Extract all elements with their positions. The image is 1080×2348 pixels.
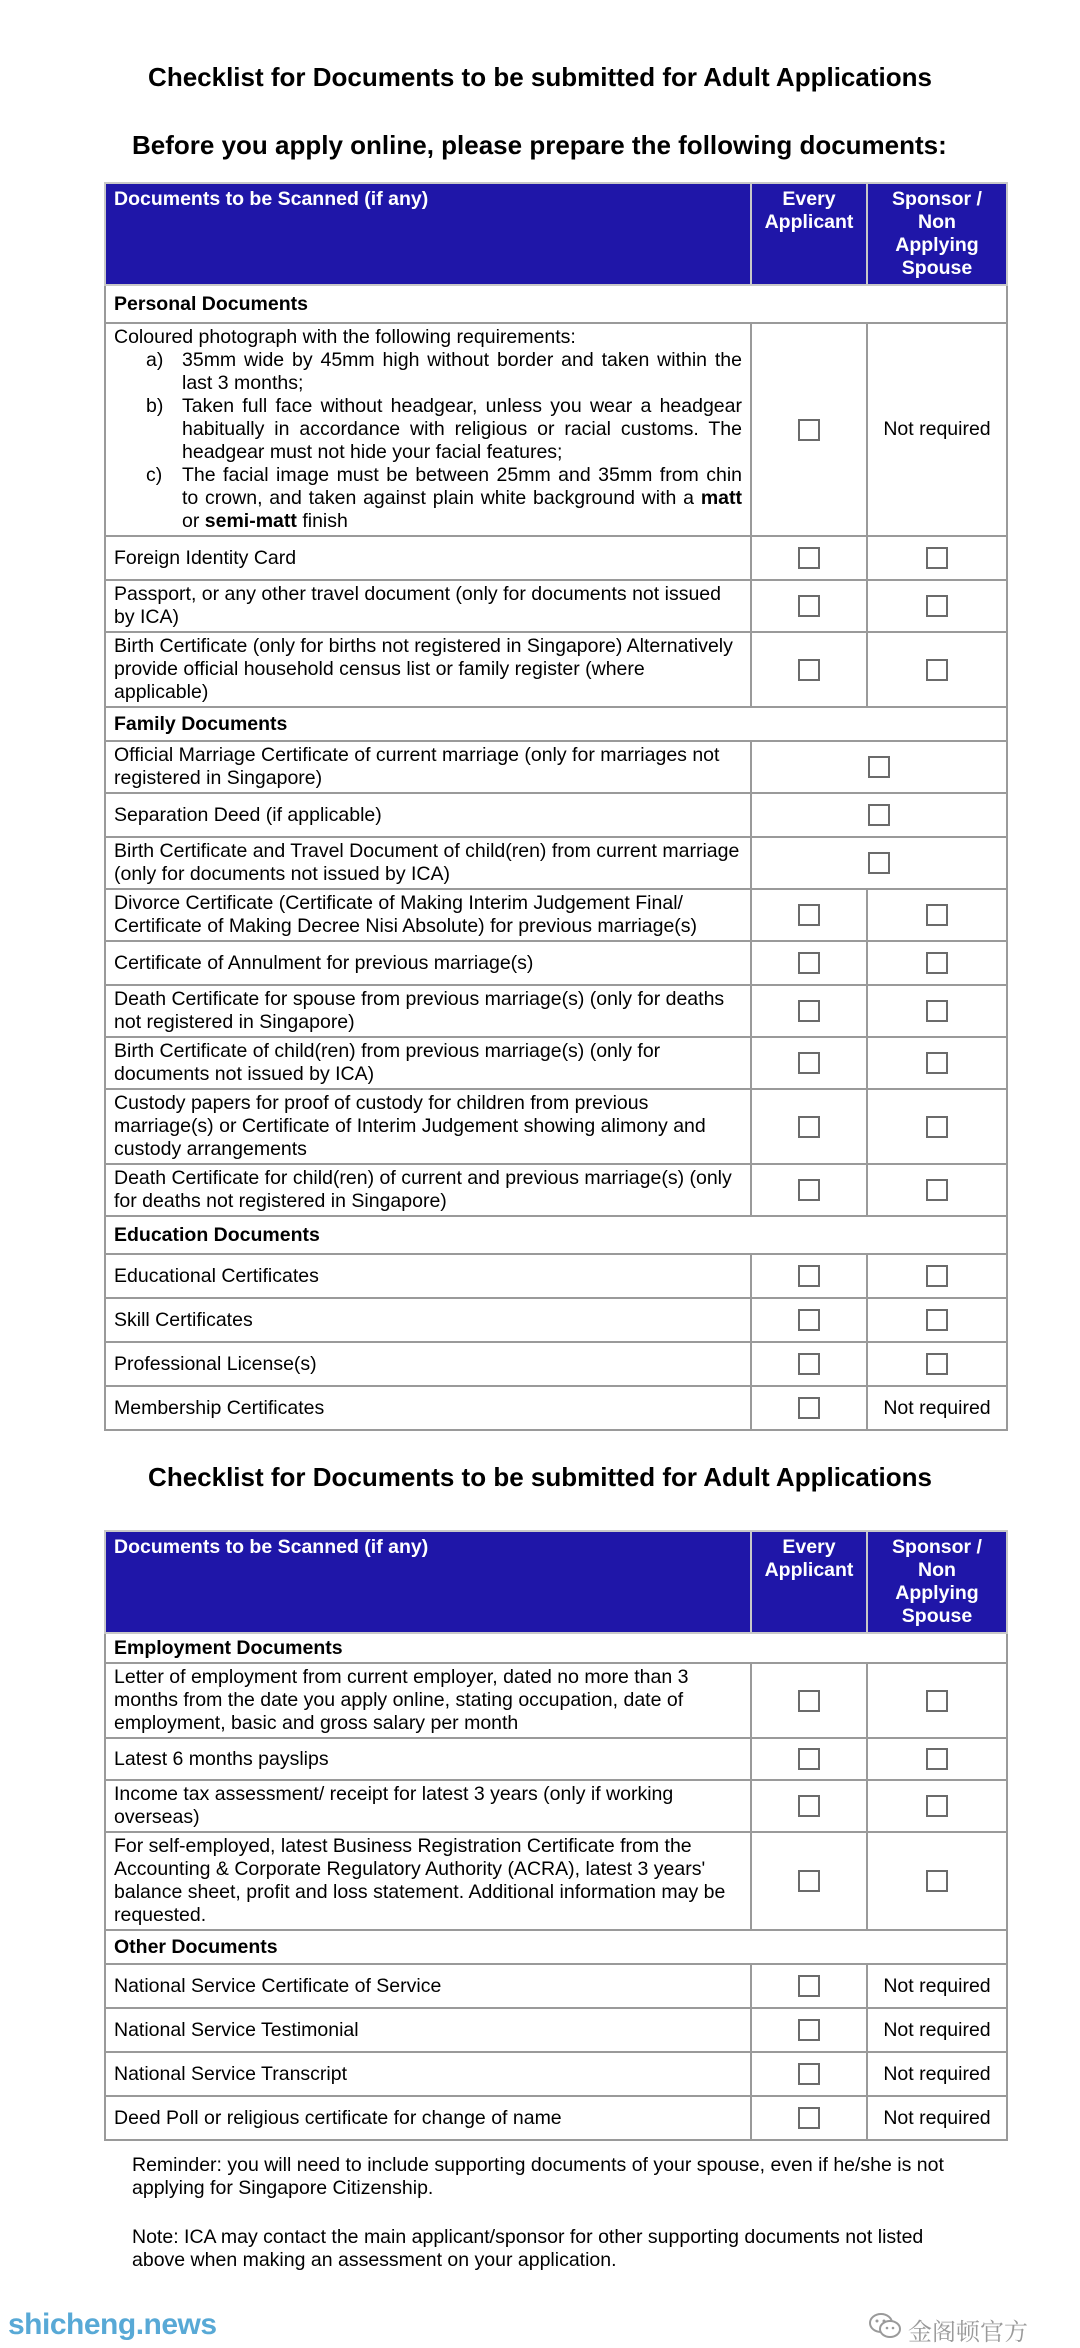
doc-deed-poll: Deed Poll or religious certificate for change of name xyxy=(105,2096,751,2140)
not-required-label: Not required xyxy=(867,323,1007,536)
table-row xyxy=(105,1738,1007,1780)
checkbox[interactable] xyxy=(798,952,820,974)
doc-membership-certificates: Membership Certificates xyxy=(105,1386,751,1430)
doc-professional-license: Professional License(s) xyxy=(105,1342,751,1386)
section-employment-documents: Employment Documents xyxy=(105,1633,1007,1663)
doc-child-birth-travel: Birth Certificate and Travel Document of child(ren) from current marriage (only for documents not issued by ICA) xyxy=(105,837,751,889)
section-personal-documents: Personal Documents xyxy=(105,285,1007,323)
table-row xyxy=(105,985,1007,1037)
header-every-applicant: Every Applicant xyxy=(751,1531,867,1633)
header-sponsor: Sponsor / Non Applying Spouse xyxy=(867,183,1007,285)
doc-foreign-identity-card: Foreign Identity Card xyxy=(105,536,751,580)
table-row xyxy=(105,1164,1007,1216)
header-sponsor: Sponsor / Non Applying Spouse xyxy=(867,1531,1007,1633)
checkbox[interactable] xyxy=(798,1870,820,1892)
header-every-applicant: Every Applicant xyxy=(751,183,867,285)
checkbox[interactable] xyxy=(926,1000,948,1022)
section-family-documents: Family Documents xyxy=(105,707,1007,741)
doc-skill-certificates: Skill Certificates xyxy=(105,1298,751,1342)
checkbox[interactable] xyxy=(798,1000,820,1022)
reminder-note: Reminder: you will need to include supporting documents of your spouse, even if he/she is not applying for Singapore Citizenship. xyxy=(132,2154,944,2199)
checkbox[interactable] xyxy=(798,1265,820,1287)
checkbox[interactable] xyxy=(798,595,820,617)
not-required-label: Not required xyxy=(867,1964,1007,2008)
not-required-label: Not required xyxy=(867,2096,1007,2140)
doc-child-birth-previous: Birth Certificate of child(ren) from previous marriage(s) (only for documents not issued by ICA) xyxy=(105,1037,751,1089)
checkbox[interactable] xyxy=(798,1975,820,1997)
doc-birth-certificate: Birth Certificate (only for births not registered in Singapore) Alternatively provide official household census list or family register (where applicable) xyxy=(105,632,751,707)
doc-ns-certificate: National Service Certificate of Service xyxy=(105,1964,751,2008)
checkbox[interactable] xyxy=(926,1690,948,1712)
table-header-row xyxy=(105,183,1007,285)
table-row xyxy=(105,1386,1007,1430)
checkbox[interactable] xyxy=(798,1309,820,1331)
doc-passport: Passport, or any other travel document (only for documents not issued by ICA) xyxy=(105,580,751,632)
checkbox[interactable] xyxy=(926,1353,948,1375)
checkbox[interactable] xyxy=(798,659,820,681)
photo-req-b: b) Taken full face without headgear, unless you wear a headgear habitually in accordance with religious or racial customs. The headgear must not hide your facial features; xyxy=(146,395,742,463)
checkbox[interactable] xyxy=(926,1116,948,1138)
table-header-row xyxy=(105,1531,1007,1633)
table-row xyxy=(105,536,1007,580)
checkbox[interactable] xyxy=(926,1748,948,1770)
doc-self-employed: For self-employed, latest Business Registration Certificate from the Accounting & Corporate Regulatory Authority (ACRA), latest 3 years' balance sheet, profit and loss statement. Additional information may be requested. xyxy=(105,1832,751,1930)
header-documents: Documents to be Scanned (if any) xyxy=(105,1531,751,1633)
table-row xyxy=(105,1089,1007,1164)
table-row xyxy=(105,632,1007,707)
photo-requirements xyxy=(105,323,751,536)
table-row xyxy=(105,741,1007,793)
watermark-right-text: 金阁顿官方 xyxy=(908,2319,1028,2346)
table-row xyxy=(105,2052,1007,2096)
checkbox[interactable] xyxy=(868,756,890,778)
checkbox[interactable] xyxy=(798,1353,820,1375)
checkbox[interactable] xyxy=(798,1179,820,1201)
checkbox[interactable] xyxy=(798,1795,820,1817)
header-documents: Documents to be Scanned (if any) xyxy=(105,183,751,285)
doc-employment-letter: Letter of employment from current employer, dated no more than 3 months from the date you apply online, stating occupation, date of employment, basic and gross salary per month xyxy=(105,1663,751,1738)
table-row xyxy=(105,1298,1007,1342)
checklist-table-2 xyxy=(104,1530,1008,2141)
checkbox[interactable] xyxy=(798,1116,820,1138)
doc-educational-certificates: Educational Certificates xyxy=(105,1254,751,1298)
checkbox[interactable] xyxy=(926,952,948,974)
checkbox[interactable] xyxy=(926,904,948,926)
not-required-label: Not required xyxy=(867,2008,1007,2052)
checkbox[interactable] xyxy=(798,547,820,569)
table-row xyxy=(105,837,1007,889)
table-row xyxy=(105,889,1007,941)
ica-note: Note: ICA may contact the main applicant/sponsor for other supporting documents not listed above when making an assessment on your application. xyxy=(132,2226,924,2271)
doc-ns-transcript: National Service Transcript xyxy=(105,2052,751,2096)
checkbox[interactable] xyxy=(798,1397,820,1419)
checkbox[interactable] xyxy=(868,804,890,826)
doc-separation-deed: Separation Deed (if applicable) xyxy=(105,793,751,837)
checkbox[interactable] xyxy=(926,547,948,569)
doc-death-spouse: Death Certificate for spouse from previous marriage(s) (only for deaths not registered in Singapore) xyxy=(105,985,751,1037)
checkbox[interactable] xyxy=(926,1870,948,1892)
checkbox[interactable] xyxy=(798,1748,820,1770)
table-row xyxy=(105,793,1007,837)
table-row xyxy=(105,1964,1007,2008)
doc-divorce-certificate: Divorce Certificate (Certificate of Making Interim Judgement Final/ Certificate of Making Decree Nisi Absolute) for previous marriage(s) xyxy=(105,889,751,941)
photo-req-c: c) The facial image must be between 25mm and 35mm from chin to crown, and taken against plain white background with a matt or semi-matt finish xyxy=(146,464,742,532)
checkbox[interactable] xyxy=(926,1179,948,1201)
checkbox[interactable] xyxy=(926,595,948,617)
checkbox[interactable] xyxy=(926,1309,948,1331)
table-row xyxy=(105,2008,1007,2052)
checkbox[interactable] xyxy=(798,904,820,926)
doc-annulment: Certificate of Annulment for previous marriage(s) xyxy=(105,941,751,985)
section-other-documents: Other Documents xyxy=(105,1930,1007,1964)
checkbox[interactable] xyxy=(926,1795,948,1817)
checkbox[interactable] xyxy=(798,2063,820,2085)
table-row xyxy=(105,1663,1007,1738)
section-education-documents: Education Documents xyxy=(105,1216,1007,1254)
checkbox[interactable] xyxy=(798,2019,820,2041)
checkbox[interactable] xyxy=(798,1052,820,1074)
checkbox[interactable] xyxy=(926,659,948,681)
checklist-table-1 xyxy=(104,182,1008,1431)
table-row xyxy=(105,1342,1007,1386)
table-row xyxy=(105,1780,1007,1832)
watermark-left: shicheng.news xyxy=(8,2308,217,2341)
wechat-icon xyxy=(868,2312,902,2347)
table-row xyxy=(105,323,1007,536)
checkbox[interactable] xyxy=(798,419,820,441)
checkbox[interactable] xyxy=(798,2107,820,2129)
table-row xyxy=(105,2096,1007,2140)
table-row xyxy=(105,1037,1007,1089)
checkbox[interactable] xyxy=(926,1052,948,1074)
photo-req-a: a) 35mm wide by 45mm high without border and taken within the last 3 months; xyxy=(146,349,742,394)
watermark-right xyxy=(868,2312,1028,2347)
table-row xyxy=(105,941,1007,985)
not-required-label: Not required xyxy=(867,2052,1007,2096)
page-subtitle: Before you apply online, please prepare the following documents: xyxy=(132,130,947,160)
table-row xyxy=(105,1832,1007,1930)
table-row xyxy=(105,1254,1007,1298)
doc-payslips: Latest 6 months payslips xyxy=(105,1738,751,1780)
doc-death-child: Death Certificate for child(ren) of current and previous marriage(s) (only for deaths not registered in Singapore) xyxy=(105,1164,751,1216)
doc-income-tax: Income tax assessment/ receipt for latest 3 years (only if working overseas) xyxy=(105,1780,751,1832)
page-title: Checklist for Documents to be submitted for Adult Applications xyxy=(148,62,932,92)
not-required-label: Not required xyxy=(867,1386,1007,1430)
checkbox[interactable] xyxy=(926,1265,948,1287)
doc-ns-testimonial: National Service Testimonial xyxy=(105,2008,751,2052)
checkbox[interactable] xyxy=(868,852,890,874)
photo-intro: Coloured photograph with the following requirements: xyxy=(114,326,576,348)
table-row xyxy=(105,580,1007,632)
checkbox[interactable] xyxy=(798,1690,820,1712)
doc-custody-papers: Custody papers for proof of custody for children from previous marriage(s) or Certificate of Interim Judgement showing alimony and custody arrangements xyxy=(105,1089,751,1164)
doc-marriage-certificate: Official Marriage Certificate of current marriage (only for marriages not registered in Singapore) xyxy=(105,741,751,793)
page-title-2: Checklist for Documents to be submitted for Adult Applications xyxy=(148,1462,932,1492)
